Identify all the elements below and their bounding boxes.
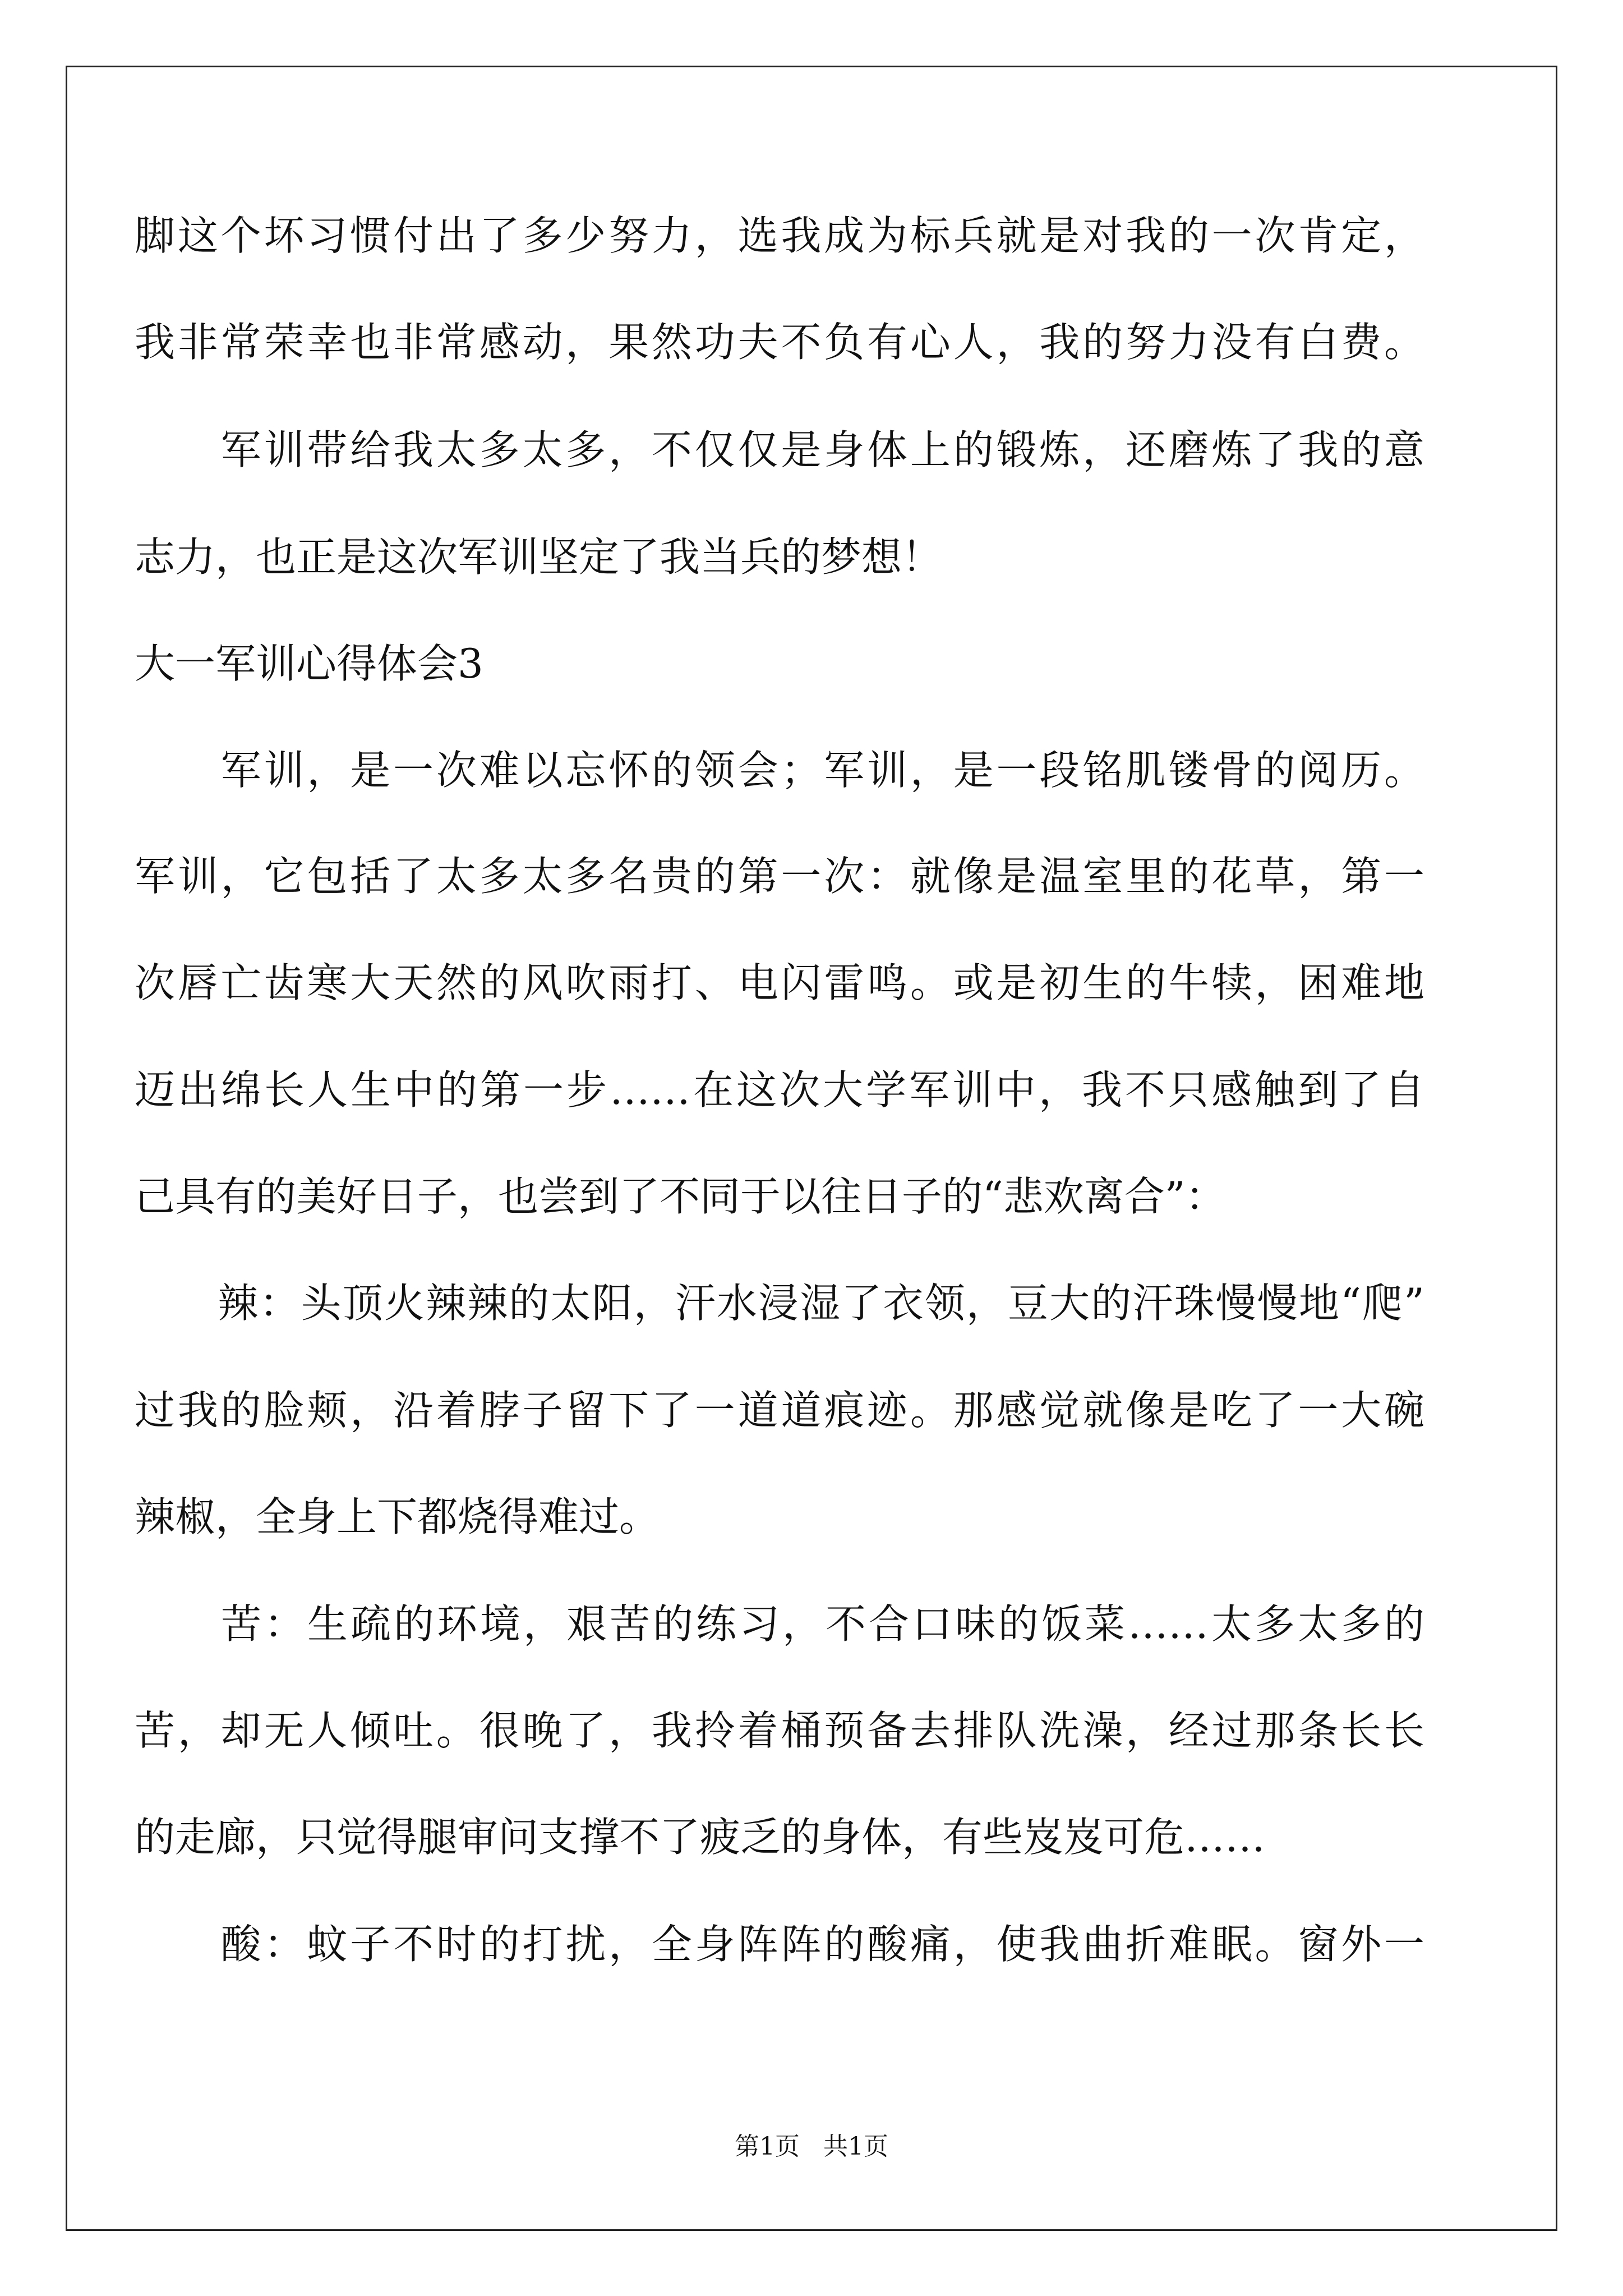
text-line: 过我的脸颊，沿着脖子留下了一道道痕迹。那感觉就像是吃了一大碗 [135, 1387, 1424, 1434]
text-line: 次唇亡齿寒大天然的风吹雨打、电闪雷鸣。或是初生的牛犊，困难地 [135, 959, 1424, 1006]
text-line: 我非常荣幸也非常感动，果然功夫不负有心人，我的努力没有白费。 [135, 319, 1424, 366]
page-footer [0, 2130, 1623, 2164]
text-line: 军训带给我太多太多，不仅仅是身体上的锻炼，还磨炼了我的意 [135, 426, 1424, 473]
text-line: 己具有的美好日子，也尝到了不同于以往日子的“悲欢离合”： [135, 1173, 1226, 1220]
text-line: 脚这个坏习惯付出了多少努力，选我成为标兵就是对我的一次肯定， [135, 212, 1424, 259]
text-line: 志力，也正是这次军训坚定了我当兵的梦想！ [135, 533, 943, 581]
page-total: 共1页 [823, 2132, 888, 2161]
text-line: 苦，却无人倾吐。很晚了，我拎着桶预备去排队洗澡，经过那条长长 [135, 1707, 1424, 1754]
page-frame [66, 66, 1557, 2231]
text-line: 辣：头顶火辣辣的太阳，汗水浸湿了衣领，豆大的汗珠慢慢地“爬” [135, 1280, 1424, 1327]
page-number: 第1页 [735, 2132, 800, 2161]
text-line: 苦：生疏的环境，艰苦的练习，不合口味的饭菜……太多太多的 [135, 1600, 1424, 1648]
text-line: 辣椒，全身上下都烧得难过。 [135, 1493, 660, 1540]
text-line: 酸：蚊子不时的打扰，全身阵阵的酸痛，使我曲折难眠。窗外一 [135, 1921, 1424, 1968]
section-heading: 大一军训心得体会3 [135, 640, 483, 687]
text-line: 迈出绵长人生中的第一步……在这次大学军训中，我不只感触到了自 [135, 1066, 1424, 1114]
text-line: 的走廊，只觉得腿审问支撑不了疲乏的身体，有些岌岌可危…… [135, 1814, 1266, 1861]
text-line: 军训，它包括了太多太多名贵的第一次：就像是温室里的花草，第一 [135, 853, 1424, 900]
text-line: 军训，是一次难以忘怀的领会；军训，是一段铭肌镂骨的阅历。 [135, 747, 1424, 794]
